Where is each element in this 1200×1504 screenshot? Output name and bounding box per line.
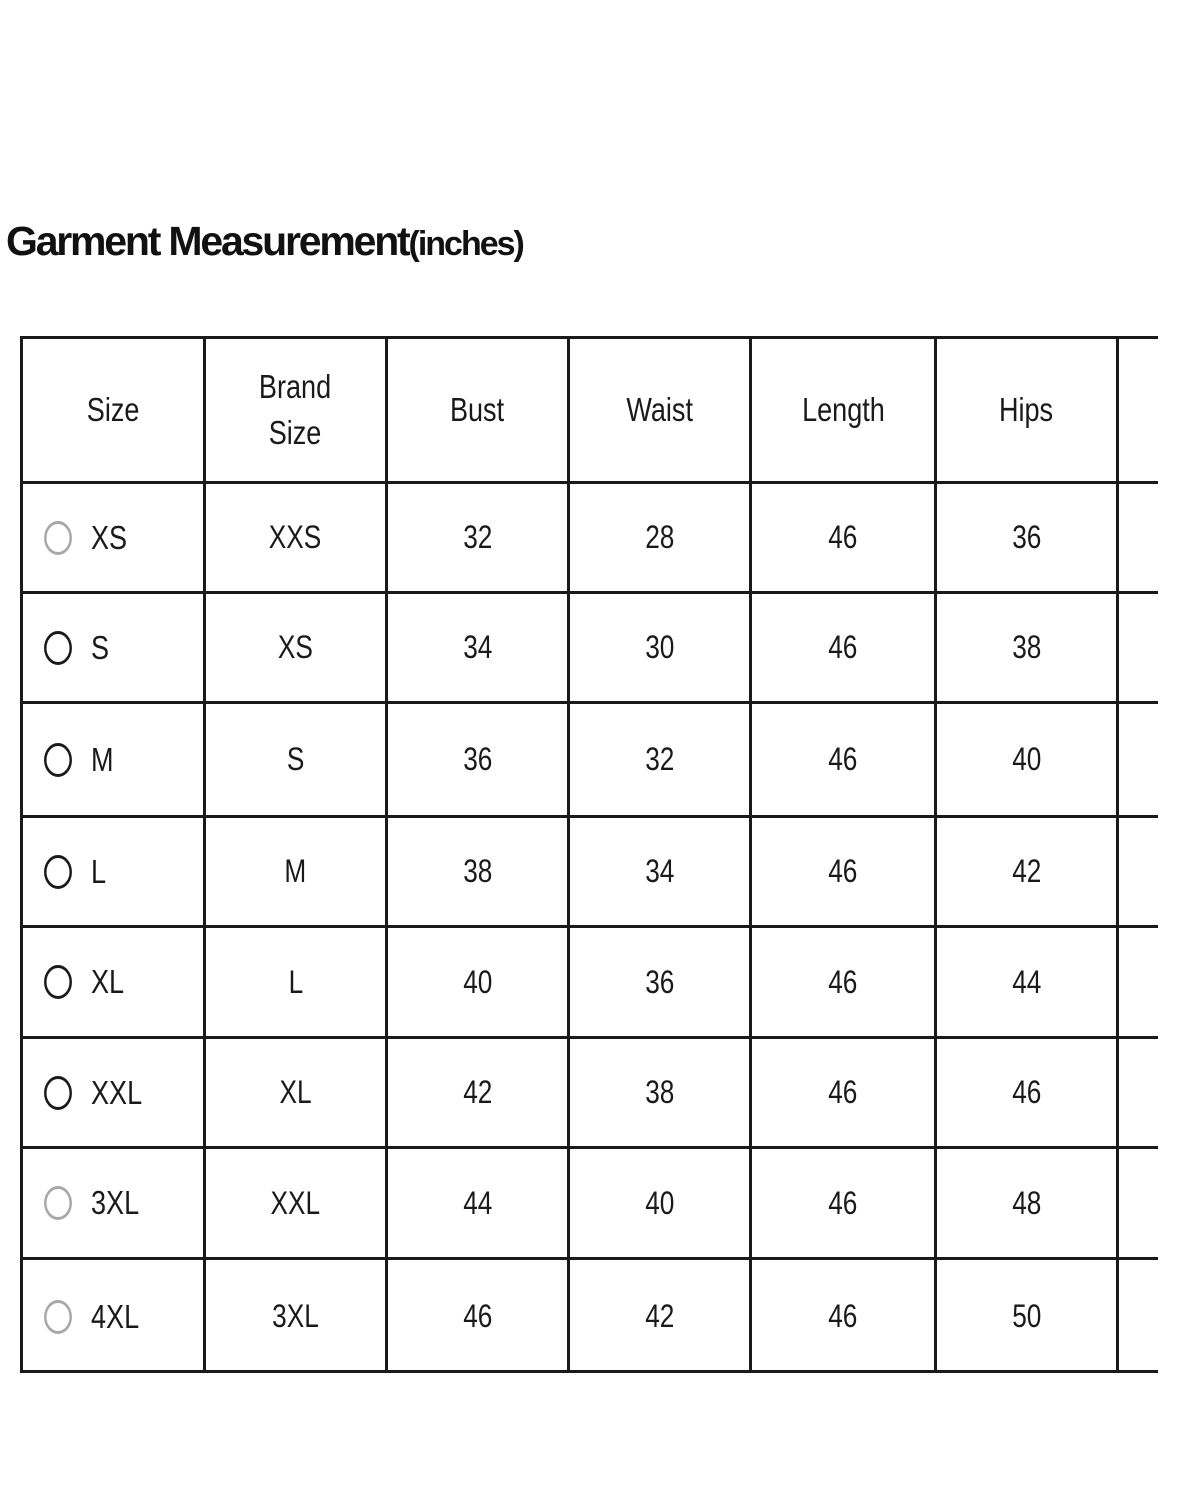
cell-waist: 40: [570, 1149, 752, 1257]
cell-waist: 36: [570, 928, 752, 1036]
cell-length: 46: [752, 1149, 937, 1257]
table-row: [23, 594, 1158, 704]
size-radio-icon[interactable]: [44, 1186, 72, 1220]
size-radio-icon[interactable]: [44, 1076, 72, 1110]
cell-brand-size: 3XL: [206, 1260, 388, 1373]
size-radio-icon[interactable]: [44, 631, 72, 665]
table-row: [23, 1039, 1158, 1149]
header-hips: Hips: [937, 339, 1119, 481]
cell-extra: [1119, 1039, 1158, 1146]
cell-length: 46: [752, 594, 937, 701]
cell-brand-size: XXL: [206, 1149, 388, 1257]
table-row: [23, 704, 1158, 818]
cell-waist: 42: [570, 1260, 752, 1373]
cell-waist: 38: [570, 1039, 752, 1146]
table-row: [23, 1149, 1158, 1260]
cell-waist: 32: [570, 704, 752, 815]
cell-extra: [1119, 818, 1158, 925]
size-chart-table: [20, 336, 1158, 1373]
cell-bust: 36: [388, 704, 570, 815]
cell-bust: 42: [388, 1039, 570, 1146]
size-label: XL: [91, 963, 125, 1000]
table-row: [23, 928, 1158, 1039]
cell-size[interactable]: [23, 594, 206, 701]
size-radio-icon[interactable]: [44, 743, 72, 777]
size-label: 3XL: [91, 1184, 140, 1221]
cell-extra: [1119, 484, 1158, 591]
size-label: M: [91, 740, 114, 778]
title-main: Garment Measurement: [6, 218, 409, 264]
cell-brand-size: XXS: [206, 484, 388, 591]
size-label: S: [91, 628, 110, 666]
cell-hips: 40: [937, 704, 1119, 815]
header-length: Length: [752, 339, 937, 481]
size-radio-icon[interactable]: [44, 521, 72, 555]
cell-extra: [1119, 1260, 1158, 1373]
size-label: XS: [91, 518, 128, 556]
cell-waist: 30: [570, 594, 752, 701]
cell-waist: 28: [570, 484, 752, 591]
cell-bust: 46: [388, 1260, 570, 1373]
size-label: 4XL: [91, 1297, 140, 1335]
cell-brand-size: XL: [206, 1039, 388, 1146]
cell-brand-size: M: [206, 818, 388, 925]
cell-hips: 48: [937, 1149, 1119, 1257]
header-size: Size: [23, 339, 206, 481]
size-radio-icon[interactable]: [44, 1300, 72, 1334]
header-extra: [1119, 339, 1158, 481]
header-waist: Waist: [570, 339, 752, 481]
cell-hips: 44: [937, 928, 1119, 1036]
cell-size[interactable]: [23, 704, 206, 815]
page-title: [6, 218, 523, 265]
table-row: [23, 484, 1158, 594]
cell-length: 46: [752, 484, 937, 591]
cell-bust: 38: [388, 818, 570, 925]
cell-hips: 46: [937, 1039, 1119, 1146]
cell-extra: [1119, 704, 1158, 815]
cell-length: 46: [752, 1260, 937, 1373]
cell-size[interactable]: [23, 484, 206, 591]
cell-length: 46: [752, 818, 937, 925]
cell-size[interactable]: [23, 818, 206, 925]
cell-extra: [1119, 928, 1158, 1036]
cell-length: 46: [752, 1039, 937, 1146]
table-row: [23, 818, 1158, 928]
cell-hips: 42: [937, 818, 1119, 925]
header-brand-size: Brand Size: [206, 339, 388, 481]
size-label: XXL: [91, 1073, 143, 1111]
table-header-row: [23, 339, 1158, 484]
cell-brand-size: S: [206, 704, 388, 815]
cell-waist: 34: [570, 818, 752, 925]
cell-size[interactable]: [23, 1260, 206, 1373]
cell-length: 46: [752, 704, 937, 815]
table-row: [23, 1260, 1158, 1373]
cell-length: 46: [752, 928, 937, 1036]
cell-hips: 50: [937, 1260, 1119, 1373]
cell-hips: 36: [937, 484, 1119, 591]
cell-size[interactable]: [23, 1039, 206, 1146]
size-label: L: [91, 852, 107, 890]
cell-bust: 34: [388, 594, 570, 701]
cell-size[interactable]: [23, 928, 206, 1036]
cell-size[interactable]: [23, 1149, 206, 1257]
title-unit: (inches): [408, 225, 523, 263]
cell-bust: 32: [388, 484, 570, 591]
cell-bust: 44: [388, 1149, 570, 1257]
size-radio-icon[interactable]: [44, 965, 72, 999]
header-bust: Bust: [388, 339, 570, 481]
cell-hips: 38: [937, 594, 1119, 701]
cell-extra: [1119, 594, 1158, 701]
cell-brand-size: L: [206, 928, 388, 1036]
cell-bust: 40: [388, 928, 570, 1036]
cell-brand-size: XS: [206, 594, 388, 701]
cell-extra: [1119, 1149, 1158, 1257]
size-radio-icon[interactable]: [44, 855, 72, 889]
